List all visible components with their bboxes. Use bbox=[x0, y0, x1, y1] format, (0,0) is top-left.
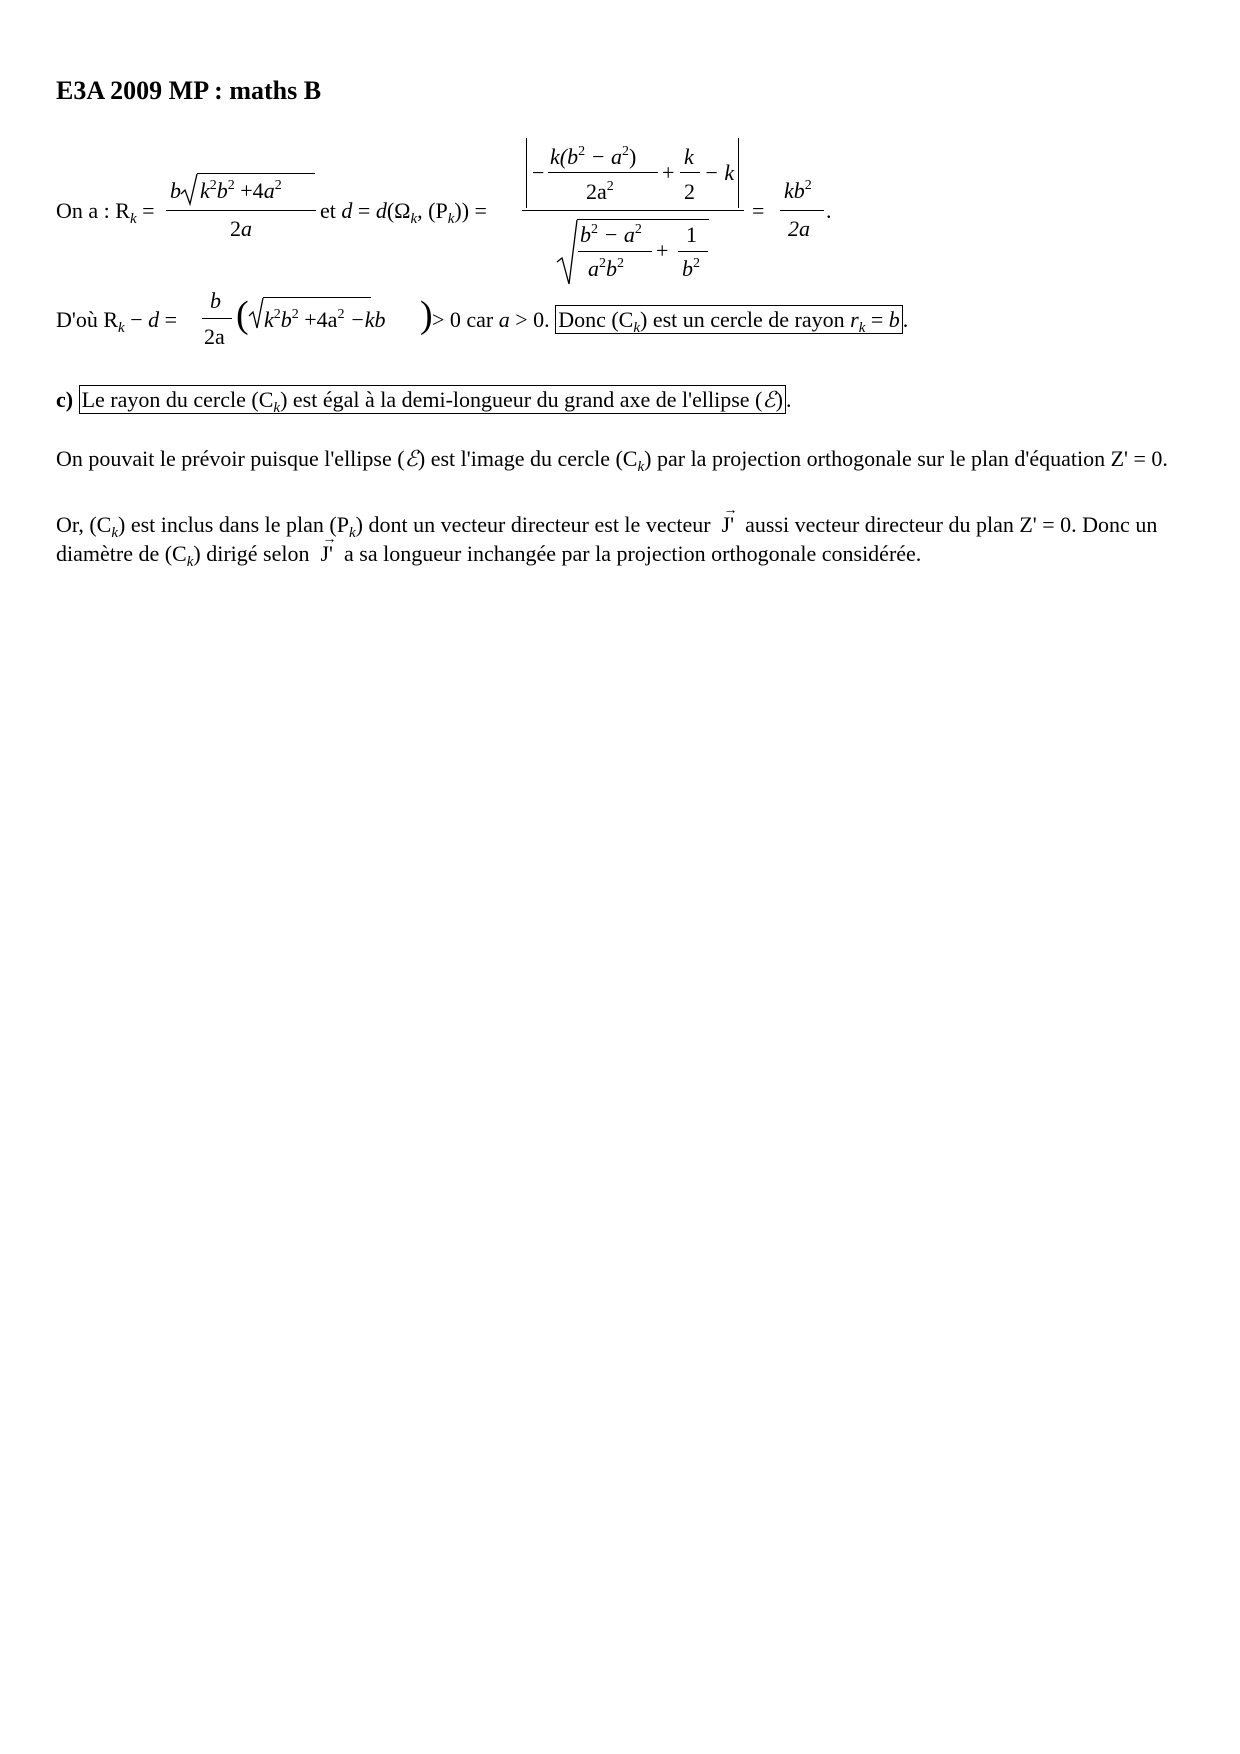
abs-right-bar bbox=[738, 138, 739, 208]
result-equals: = bbox=[752, 198, 765, 223]
den-one-over-b2-bar bbox=[678, 251, 708, 252]
dou-label: D'où $R_k - d$ = bbox=[56, 307, 178, 336]
num-k-over-2-num: k bbox=[684, 144, 694, 169]
num-plus: + bbox=[662, 160, 675, 185]
line2-radical-sign bbox=[248, 296, 264, 330]
rk-radical-sign bbox=[180, 172, 198, 208]
line2-paren-open: ( bbox=[236, 294, 249, 336]
line2-boxed-conclusion: Donc $(C_k)$ est un cercle de rayon $r_k = b$ bbox=[555, 305, 903, 334]
num-k-over-2-bar bbox=[680, 172, 700, 173]
rk-numerator: b bbox=[170, 178, 181, 203]
on-a-label: On a : $R_k$ = bbox=[56, 198, 155, 227]
den-radical-sign bbox=[556, 218, 578, 286]
distance-def: et $d = d(\Omega_k$, $(P_k)$) = bbox=[320, 198, 487, 227]
main-fraction-bar bbox=[522, 210, 744, 211]
num-inner-denominator: $2a^2$ bbox=[586, 179, 614, 204]
rk-denominator: 2a bbox=[230, 216, 252, 241]
paragraph-explanation: On pouvait le prévoir puisque l'ellipse (ℰ) est l'image du cercle $(C_k)$ par la projection orthogonale sur le plan d'équation Z' = 0. bbox=[56, 446, 1168, 475]
line2-radicand: $k^2b^2 +4a^2 -kb$ bbox=[264, 307, 386, 332]
result-denominator: 2a bbox=[788, 216, 810, 241]
den-top: $b^2 - a^2$ bbox=[580, 222, 642, 247]
result-fraction-bar bbox=[780, 210, 824, 211]
rk-radicand: $k^2b^2 +4a^2$ bbox=[200, 178, 282, 203]
paragraph-justification: Or, $(C_k)$ est inclus dans le plan $(P_k)$ dont un vecteur directeur est le vecteur → J' aussi vecteur directeur du plan Z' = 0. Donc un diamètre de $(C_k)$ dirigé selon → J' a sa longueur inchangée par la projection orthogonale considérée. bbox=[56, 510, 1186, 568]
part-c-label: c) bbox=[56, 387, 74, 412]
page-title: E3A 2009 MP : maths B bbox=[56, 76, 322, 105]
vector-j-prime-2: → J' bbox=[321, 539, 334, 568]
line2-paren-close: ) bbox=[420, 294, 433, 336]
den-b2: $b^2$ bbox=[682, 256, 700, 281]
line2-radical-bar bbox=[263, 297, 371, 298]
den-bottom: $a^2b^2$ bbox=[588, 256, 624, 281]
line2-frac-den: 2a bbox=[204, 324, 225, 349]
den-inner-bar bbox=[578, 251, 652, 252]
line2-frac-num: b bbox=[210, 288, 221, 313]
rk-fraction-bar bbox=[166, 210, 316, 211]
num-minus-k: − k bbox=[704, 160, 735, 185]
num-inner-numerator: $k(b^2 - a^2)$ bbox=[550, 144, 637, 169]
abs-left-bar bbox=[526, 138, 527, 208]
num-minus: − bbox=[532, 160, 545, 185]
den-one: 1 bbox=[686, 222, 697, 247]
line2-rest: > 0 car a > 0. Donc $(C_k)$ est un cercle de rayon $r_k = b$ . bbox=[432, 307, 909, 336]
result-dot: . bbox=[826, 198, 832, 223]
den-radical-bar bbox=[577, 219, 709, 220]
den-plus: + bbox=[656, 238, 669, 263]
num-inner-bar bbox=[548, 172, 658, 173]
rk-radical-bar bbox=[197, 173, 315, 174]
part-c-boxed: Le rayon du cercle $(C_k)$ est égal à la demi-longueur du grand axe de l'ellipse (ℰ) bbox=[79, 385, 786, 414]
part-c: c) Le rayon du cercle $(C_k)$ est égal à la demi-longueur du grand axe de l'ellipse (ℰ) . bbox=[56, 387, 792, 416]
vector-j-prime: → J' bbox=[722, 510, 735, 539]
result-numerator: $kb^2$ bbox=[784, 178, 812, 203]
line2-frac-bar bbox=[202, 318, 232, 319]
num-k-over-2-den: 2 bbox=[684, 179, 695, 204]
